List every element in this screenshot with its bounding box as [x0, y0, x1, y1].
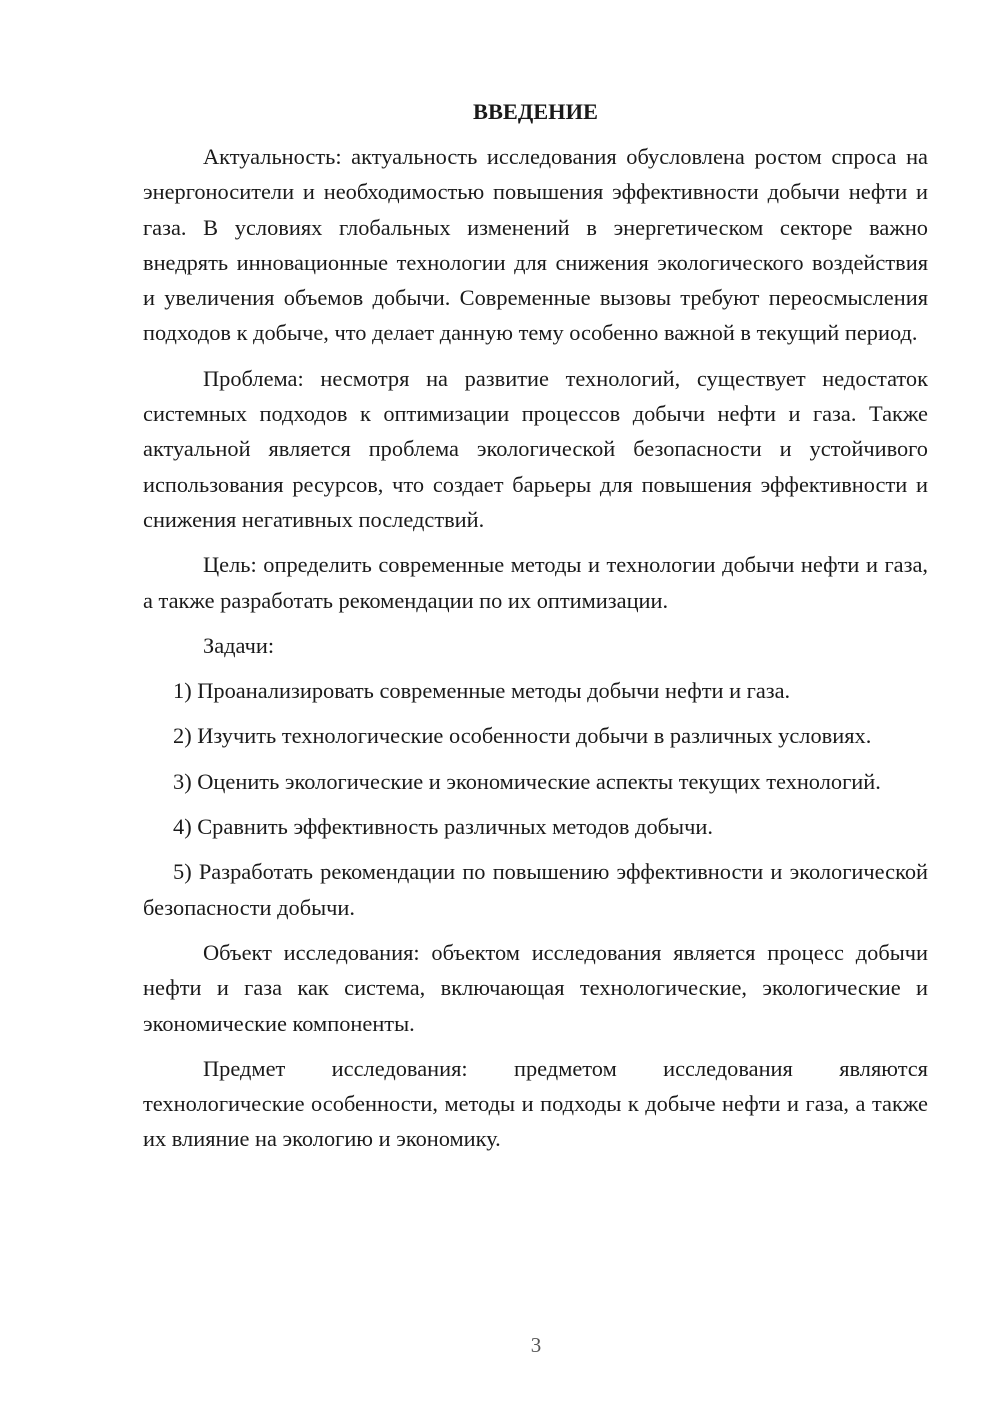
object-paragraph: Объект исследования: объектом исследования является процесс добычи нефти и газа как система, включающая технологические, экологические и экономические компоненты.: [143, 939, 928, 1036]
tasks-heading: Задачи:: [203, 632, 275, 658]
task-item-5: 5) Разработать рекомендации по повышению эффективности и экологической безопасности добычи.: [143, 859, 928, 920]
task-item-4: 4) Сравнить эффективность различных методов добычи.: [173, 814, 713, 840]
relevance-paragraph: Актуальность: актуальность исследования обусловлена ростом спроса на энергоносители и необходимостью повышения эффективности добычи нефти и газа. В условиях глобальных изменений в энергетическом секторе важно внедрять инновационные технологии для снижения экологического воздействия и увеличения объемов добычи. Современные вызовы требуют переосмысления подходов к добыче, что делает данную тему особенно важной в текущий период.: [143, 144, 928, 346]
problem-paragraph: Проблема: несмотря на развитие технологий, существует недостаток системных подходов к оптимизации процессов добычи нефти и газа. Также актуальной является проблема экологической безопасности и устойчивого использования ресурсов, что создает барьеры для повышения эффективности и снижения негативных последствий.: [143, 365, 928, 532]
task-item-2: 2) Изучить технологические особенности добычи в различных условиях.: [173, 723, 872, 749]
task-item-1: 1) Проанализировать современные методы добычи нефти и газа.: [173, 678, 791, 704]
page-number: 3: [530, 1333, 542, 1357]
task-item-3: 3) Оценить экологические и экономические аспекты текущих технологий.: [173, 768, 881, 794]
section-title: ВВЕДЕНИЕ: [473, 99, 598, 124]
tasks-list: [143, 673, 928, 925]
subject-paragraph: Предмет исследования: предметом исследования являются технологические особенности, методы и подходы к добыче нефти и газа, а также их влияние на экологию и экономику.: [143, 1055, 928, 1152]
goal-paragraph: Цель: определить современные методы и технологии добычи нефти и газа, а также разработать рекомендации по их оптимизации.: [143, 552, 928, 613]
page-content: [143, 94, 928, 1167]
